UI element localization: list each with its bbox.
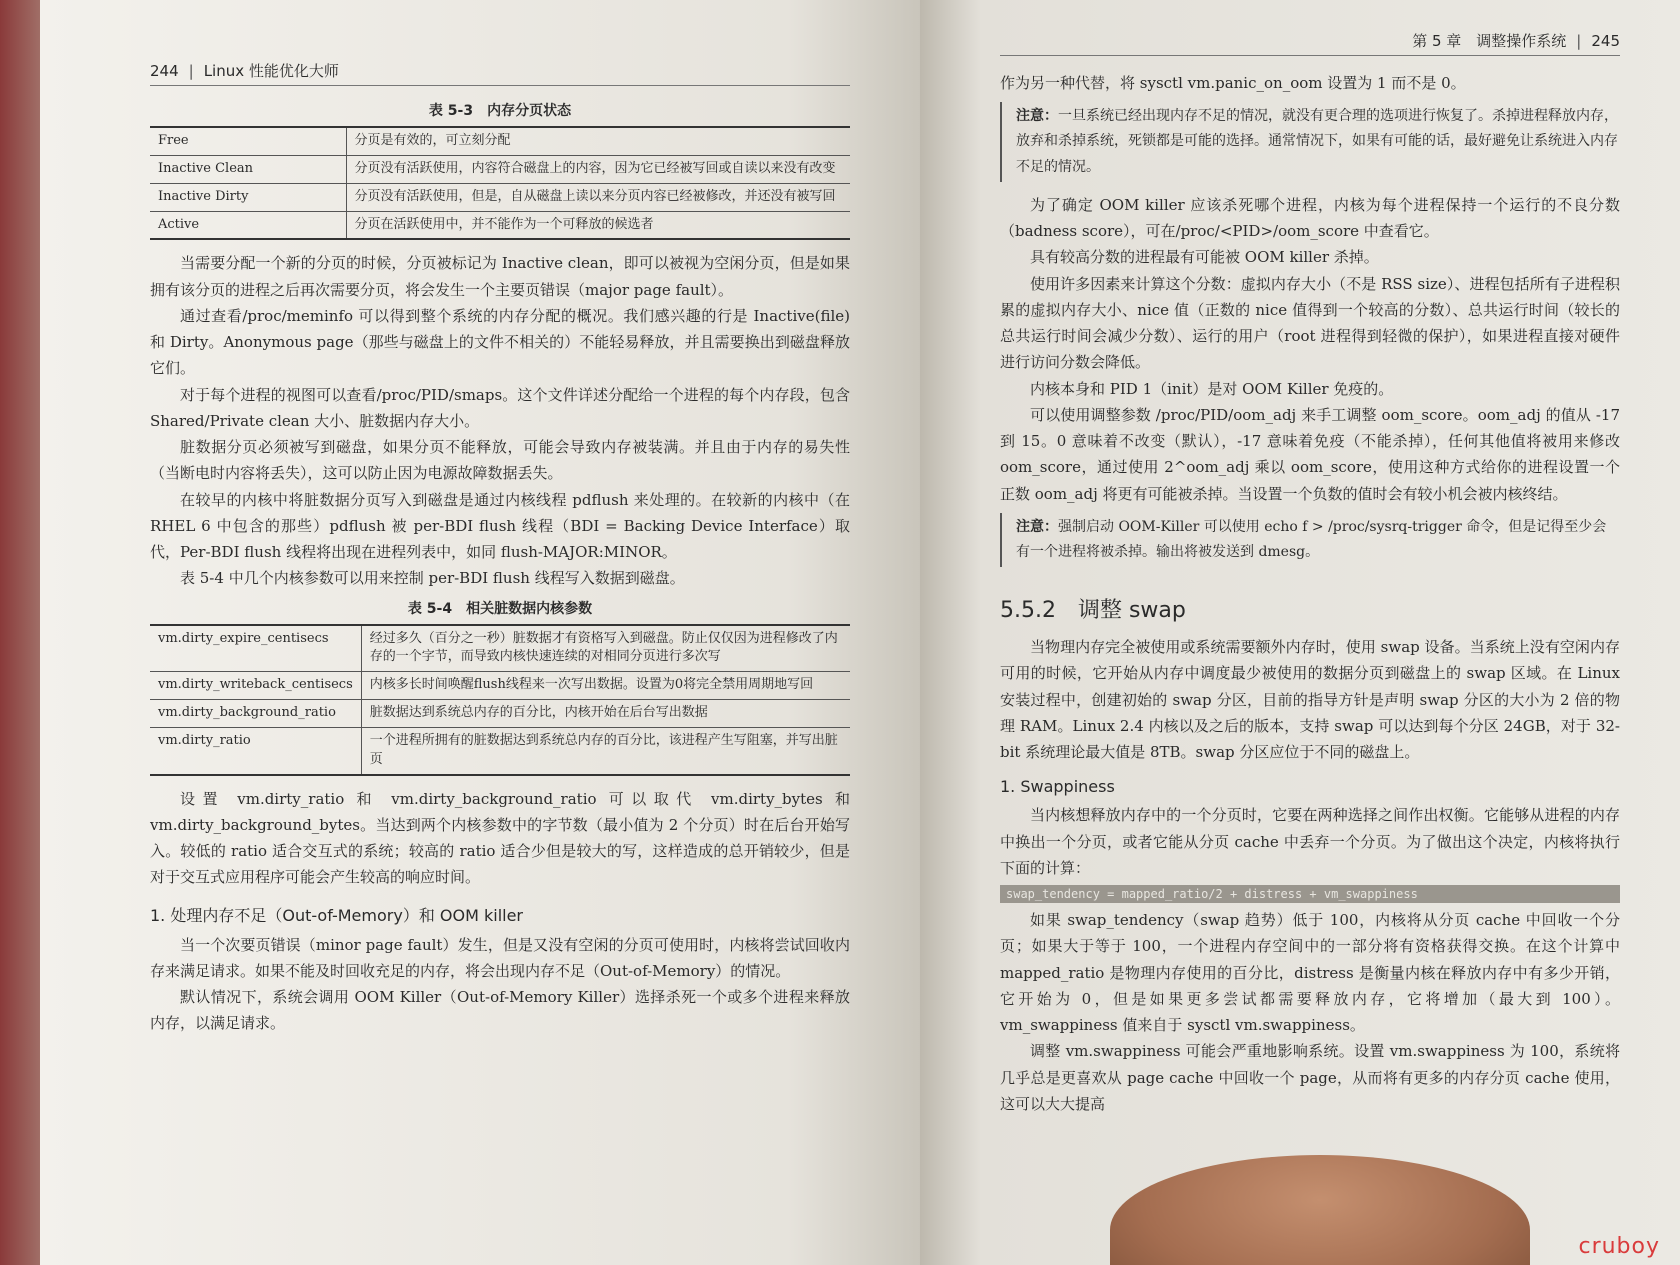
body-paragraph: 当内核想释放内存中的一个分页时，它要在两种选择之间作出权衡。它能够从进程的内存中换出一个分页，或者它能从分页 cache 中丢弃一个分页。为了做出这个决定，内核将执行下面的计算： xyxy=(1000,806,1620,877)
note-label: 注意： xyxy=(1016,518,1058,535)
body-paragraph: 当需要分配一个新的分页的时候，分页被标记为 Inactive clean，即可以被视为空闲分页，但是如果拥有该分页的进程之后再次需要分页，将会发生一个主要页错误（major page fault）。 xyxy=(150,254,850,299)
table-key-cell: vm.dirty_background_ratio xyxy=(150,700,361,728)
body-paragraph: 如果 swap_tendency（swap 趋势）低于 100，内核将从分页 cache 中回收一个分页；如果大于等于 100，一个进程内存空间中的一部分将有资格获得交换。在这个计算中 mapped_ratio 是物理内存使用的百分比，distress 是衡量内核在释放内存中有多少开销，它开始为 0，但是如果更多尝试都需要释放内存，它将增加（最大到 100）。vm_swappiness 值来自于 sysctl vm.swappiness。 xyxy=(1000,911,1620,1035)
left-body-a xyxy=(150,250,850,591)
body-paragraph: 通过查看/proc/meminfo 可以得到整个系统的内存分配的概况。我们感兴趣的行是 Inactive(file) 和 Dirty。Anonymous page（那些与磁盘上的文件不相关的）不能轻易释放，并且需要换出到磁盘释放它们。 xyxy=(150,306,850,378)
body-paragraph: 脏数据分页必须被写到磁盘，如果分页不能释放，可能会导致内存被装满。并且由于内存的易失性（当断电时内容将丢失），这可以防止因为电源故障数据丢失。 xyxy=(150,438,850,483)
swappiness-subhead: 1. Swappiness xyxy=(1000,777,1115,797)
body-paragraph: 可以使用调整参数 /proc/PID/oom_adj 来手工调整 oom_score。oom_adj 的值从 -17 到 15。0 意味着不改变（默认），-17 意味着免疫（不能杀掉），任何其他值将被用来修改 oom_score，通过使用 2^oom_adj 乘以 oom_score，使用这种方式给你的进程设置一个正数 oom_adj 将更有可能被杀掉。当设置一个负数的值时会有较小机会被内核终结。 xyxy=(1000,405,1620,503)
note-box-2 xyxy=(1000,513,1620,567)
intro-paragraph: 作为另一种代替，将 sysctl vm.panic_on_oom 设置为 1 而不是 0。 xyxy=(1000,74,1466,92)
body-paragraph: 调整 vm.swappiness 可能会严重地影响系统。设置 vm.swappiness 为 100，系统将几乎总是更喜欢从 page cache 中回收一个 page，从而将有更多的内存分页 cache 使用，这可以大大提高 xyxy=(1000,1042,1620,1113)
left-body-b xyxy=(150,786,850,891)
table-row xyxy=(150,155,850,183)
thumb xyxy=(1110,1155,1530,1265)
table-value-cell: 经过多久（百分之一秒）脏数据才有资格写入到磁盘。防止仅仅因为进程修改了内存的一个字节，而导致内核快速连续的对相同分页进行多次写 xyxy=(361,625,850,672)
note-box-1 xyxy=(1000,102,1620,182)
body-paragraph: 当一个次要页错误（minor page fault）发生，但是又没有空闲的分页可使用时，内核将尝试回收内存来满足请求。如果不能及时回收充足的内存，将会出现内存不足（Out-of-Memory）的情况。 xyxy=(150,935,850,980)
section-heading: 5.5.2 调整 swap xyxy=(1000,598,1186,624)
book-title: Linux 性能优化大师 xyxy=(203,62,339,80)
table-5-3 xyxy=(150,126,850,240)
open-book xyxy=(40,0,1680,1265)
body-paragraph: 为了确定 OOM killer 应该杀死哪个进程，内核为每个进程保持一个运行的不良分数（badness score），可在/proc/<PID>/oom_score 中查看它。 xyxy=(1000,195,1620,241)
table-row xyxy=(150,127,850,155)
table-key-cell: vm.dirty_writeback_centisecs xyxy=(150,672,361,700)
table-key-cell: vm.dirty_ratio xyxy=(150,728,361,775)
right-page xyxy=(920,0,1680,1265)
right-body-c xyxy=(1000,802,1620,881)
table-value-cell: 分页在活跃使用中，并不能作为一个可释放的候选者 xyxy=(346,211,850,239)
table-5-4 xyxy=(150,624,850,776)
table-key-cell: Inactive Clean xyxy=(150,155,346,183)
table-value-cell: 分页是有效的，可立刻分配 xyxy=(346,127,850,155)
right-body-a xyxy=(1000,192,1620,507)
note-text: 强制启动 OOM-Killer 可以使用 echo f > /proc/sysrq-trigger 命令，但是记得至少会有一个进程将被杀掉。输出将被发送到 dmesg。 xyxy=(1016,518,1607,560)
body-paragraph: 在较早的内核中将脏数据分页写入到磁盘是通过内核线程 pdflush 来处理的。在较新的内核中（在 RHEL 6 中包含的那些）pdflush 被 per-BDI flush 线程（BDI = Backing Device Interface）取代，Per-BDI flush 线程将出现在进程列表中，如同 flush-MAJOR:MINOR。 xyxy=(150,490,850,562)
oom-subhead: 1. 处理内存不足（Out-of-Memory）和 OOM killer xyxy=(150,905,524,925)
left-page xyxy=(40,0,920,1265)
left-running-head: 244 | Linux 性能优化大师 xyxy=(150,60,850,86)
body-paragraph: 默认情况下，系统会调用 OOM Killer（Out-of-Memory Killer）选择杀死一个或多个进程来释放内存，以满足请求。 xyxy=(150,988,850,1033)
table-row xyxy=(150,728,850,775)
note-label: 注意： xyxy=(1016,108,1058,125)
table-key-cell: Active xyxy=(150,211,346,239)
body-paragraph: 对于每个进程的视图可以查看/proc/PID/smaps。这个文件详述分配给一个进程的每个内存段，包含 Shared/Private clean 大小、脏数据内存大小。 xyxy=(150,385,850,430)
right-page-number: 245 xyxy=(1591,32,1620,50)
table-5-3-caption: 表 5-3 内存分页状态 xyxy=(428,103,572,119)
body-paragraph: 具有较高分数的进程最有可能被 OOM killer 杀掉。 xyxy=(1030,248,1379,267)
table-key-cell: Inactive Dirty xyxy=(150,183,346,211)
body-paragraph: 当物理内存完全被使用或系统需要额外内存时，使用 swap 设备。当系统上没有空闲内存可用的时候，它开始从内存中调度最少被使用的数据分页到磁盘上的 swap 区域。在 Linux 安装过程中，创建初始的 swap 分区，目前的指导方针是声明 swap 分区的大小为 2 倍的物理 RAM。Linux 2.4 内核以及之后的版本，支持 swap 可以达到每个分区 24GB，对于 32-bit 系统理论最大值是 8TB。swap 分区应位于不同的磁盘上。 xyxy=(1000,638,1620,762)
body-paragraph: 内核本身和 PID 1（init）是对 OOM Killer 免疫的。 xyxy=(1030,379,1394,398)
table-row xyxy=(150,183,850,211)
left-page-number: 244 xyxy=(150,62,179,80)
table-value-cell: 分页没有活跃使用，但是，自从磁盘上读以来分页内容已经被修改，并还没有被写回 xyxy=(346,183,850,211)
note-text: 一旦系统已经出现内存不足的情况，就没有更合理的选项进行恢复了。杀掉进程释放内存，放弃和杀掉系统，死锁都是可能的选择。通常情况下，如果有可能的话，最好避免让系统进入内存不足的情况。 xyxy=(1016,108,1618,175)
table-value-cell: 脏数据达到系统总内存的百分比，内核开始在后台写出数据 xyxy=(361,700,850,728)
right-body-b xyxy=(1000,634,1620,765)
code-line: swap_tendency = mapped_ratio/2 + distress + vm_swappiness xyxy=(1000,885,1620,903)
table-value-cell: 内核多长时间唤醒flush线程来一次写出数据。设置为0将完全禁用周期地写回 xyxy=(361,672,850,700)
table-value-cell: 分页没有活跃使用，内容符合磁盘上的内容，因为它已经被写回或自读以来没有改变 xyxy=(346,155,850,183)
table-5-4-caption: 表 5-4 相关脏数据内核参数 xyxy=(407,600,593,617)
body-paragraph: 设置 vm.dirty_ratio 和 vm.dirty_background_ratio 可以取代 vm.dirty_bytes 和 vm.dirty_background_bytes。当达到两个内核参数中的字节数（最小值为 2 个分页）时在后台开始写入。较低的 ratio 适合交互式的系统；较高的 ratio 适合少但是较大的写，这样造成的总开销较少，但是对于交互式应用程序可能会产生较高的响应时间。 xyxy=(150,789,850,887)
left-body-c xyxy=(150,932,850,1037)
right-running-head: 第 5 章 调整操作系统 | 245 xyxy=(1000,30,1620,56)
table-key-cell: Free xyxy=(150,127,346,155)
table-value-cell: 一个进程所拥有的脏数据达到系统总内存的百分比，该进程产生写阻塞，并写出脏页 xyxy=(361,728,850,775)
chapter-title: 第 5 章 调整操作系统 xyxy=(1412,32,1567,50)
body-paragraph: 表 5-4 中几个内核参数可以用来控制 per-BDI flush 线程写入数据到磁盘。 xyxy=(180,569,685,588)
watermark: cruboy xyxy=(1578,1234,1660,1259)
table-row xyxy=(150,211,850,239)
body-paragraph: 使用许多因素来计算这个分数：虚拟内存大小（不是 RSS size）、进程包括所有子进程积累的虚拟内存大小、nice 值（正数的 nice 值得到一个较高的分数）、总共运行时间（较长的总共运行时间会减少分数）、运行的用户（root 进程得到轻微的保护），如果进程直接对硬件进行访问分数会降低。 xyxy=(1000,274,1620,372)
table-row xyxy=(150,672,850,700)
table-row xyxy=(150,700,850,728)
table-row xyxy=(150,625,850,672)
table-key-cell: vm.dirty_expire_centisecs xyxy=(150,625,361,672)
right-body-d xyxy=(1000,907,1620,1117)
